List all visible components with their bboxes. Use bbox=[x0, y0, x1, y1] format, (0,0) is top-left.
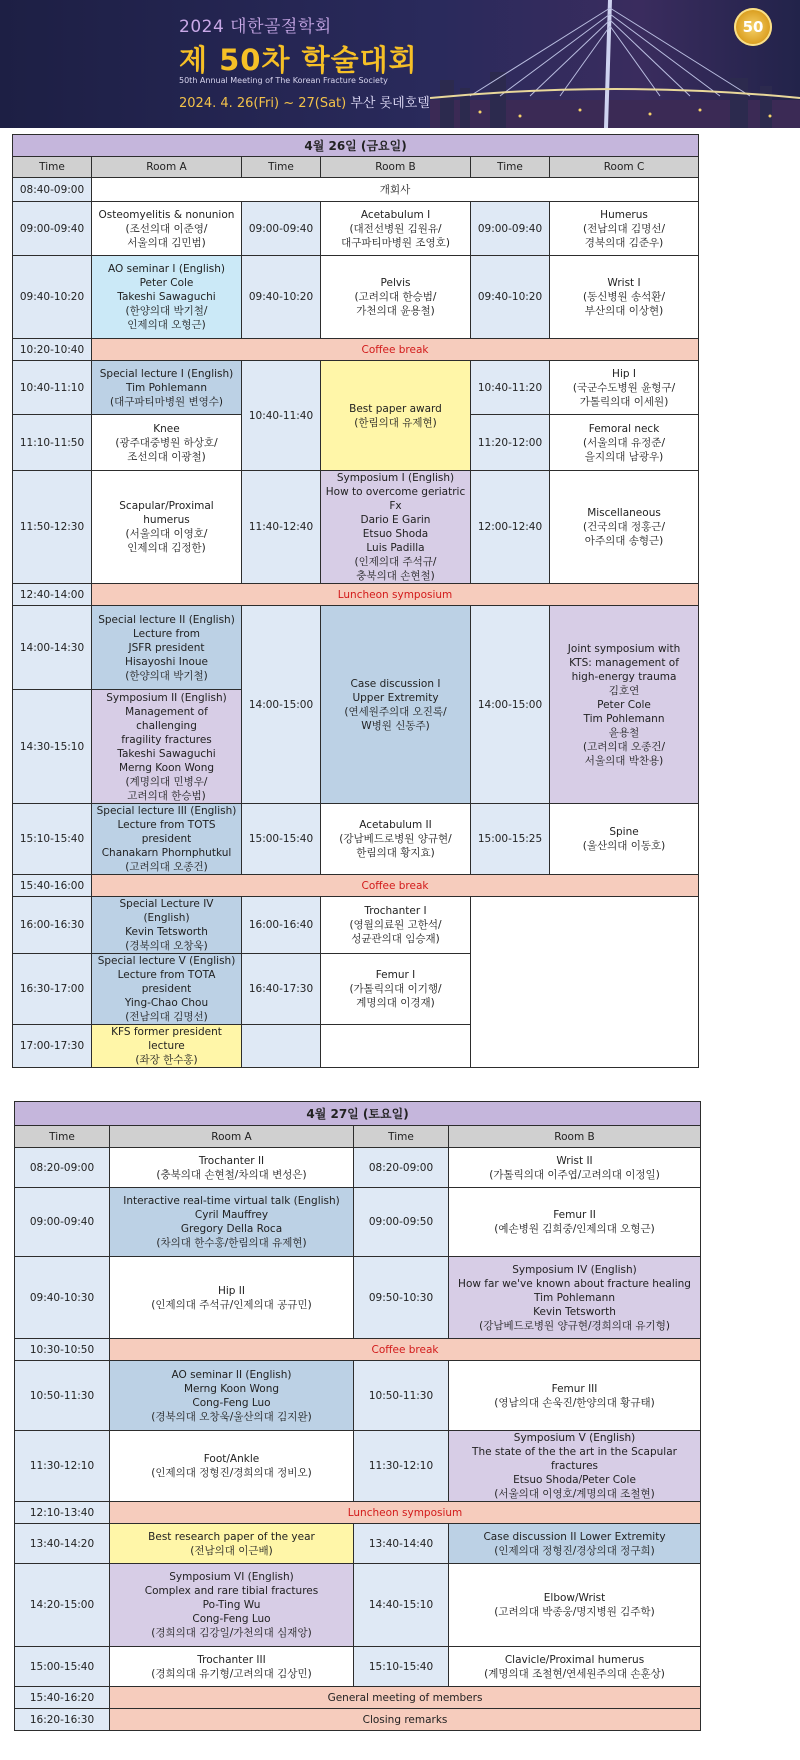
table-row bbox=[13, 202, 699, 256]
session-cell: Elbow/Wrist (고려의대 박종웅/명지병원 김주학) bbox=[449, 1564, 701, 1647]
table-row bbox=[13, 361, 699, 415]
session-cell: Wrist I (동신병원 송석환/ 부산의대 이상현) bbox=[550, 256, 699, 339]
session-cell: Spine (울산의대 이동호) bbox=[550, 804, 699, 875]
table-row bbox=[15, 1502, 701, 1524]
time-cell: 12:10-13:40 bbox=[15, 1502, 110, 1524]
session-cell: Osteomyelitis & nonunion (조선의대 이준영/ 서울의대 김민범) bbox=[92, 202, 242, 256]
table-row bbox=[13, 606, 699, 690]
time-cell: 09:00-09:40 bbox=[242, 202, 321, 256]
table-row bbox=[13, 584, 699, 606]
day1-schedule-table bbox=[12, 134, 699, 1068]
time-cell: 15:00-15:25 bbox=[471, 804, 550, 875]
time-cell: 15:10-15:40 bbox=[354, 1647, 449, 1687]
table-row bbox=[13, 897, 699, 954]
session-cell bbox=[321, 1025, 471, 1068]
session-cell: Special Lecture IV (English) Kevin Tetsworth (경북의대 오창욱) bbox=[92, 897, 242, 954]
session-cell: Femur III (영남의대 손욱진/한양의대 황규태) bbox=[449, 1361, 701, 1431]
column-header: Room C bbox=[550, 157, 699, 178]
time-cell: 08:40-09:00 bbox=[13, 178, 92, 202]
time-cell: 10:50-11:30 bbox=[15, 1361, 110, 1431]
session-cell: Humerus (전남의대 김명선/ 경북의대 김준우) bbox=[550, 202, 699, 256]
time-cell: 11:30-12:10 bbox=[354, 1431, 449, 1502]
table-row bbox=[15, 1647, 701, 1687]
time-cell: 14:20-15:00 bbox=[15, 1564, 110, 1647]
banner-year-line: 2024 대한골절학회 bbox=[179, 17, 332, 37]
column-header: Time bbox=[471, 157, 550, 178]
column-header: Room B bbox=[449, 1126, 701, 1148]
time-cell: 10:30-10:50 bbox=[15, 1339, 110, 1361]
table-row bbox=[13, 875, 699, 897]
break-cell: General meeting of members bbox=[110, 1687, 701, 1709]
table-row bbox=[13, 256, 699, 339]
banner-date-range: 2024. 4. 26(Fri) ~ 27(Sat) bbox=[179, 96, 347, 111]
session-cell: Special lecture II (English) Lecture from JSFR president Hisayoshi Inoue (한양의대 박기철) bbox=[92, 606, 242, 690]
anniversary-emblem-icon: 50 bbox=[734, 8, 772, 46]
session-cell: Best research paper of the year (전남의대 이근배) bbox=[110, 1524, 354, 1564]
table-row bbox=[15, 1564, 701, 1647]
column-header: Time bbox=[242, 157, 321, 178]
time-cell: 10:40-11:10 bbox=[13, 361, 92, 415]
break-cell: Coffee break bbox=[92, 875, 699, 897]
banner-date bbox=[179, 92, 430, 111]
time-cell: 15:10-15:40 bbox=[13, 804, 92, 875]
session-cell: Acetabulum I (대전선병원 김원유/ 대구파티마병원 조영호) bbox=[321, 202, 471, 256]
session-cell: Pelvis (고려의대 한승범/ 가천의대 윤용철) bbox=[321, 256, 471, 339]
session-cell: Special lecture I (English) Tim Pohlemann (대구파티마병원 변영수) bbox=[92, 361, 242, 415]
session-cell: Wrist II (가톨릭의대 이주엽/고려의대 이정일) bbox=[449, 1148, 701, 1188]
time-cell: 11:10-11:50 bbox=[13, 415, 92, 471]
table-row bbox=[15, 1687, 701, 1709]
session-cell: Miscellaneous (건국의대 정홍근/ 아주의대 송형근) bbox=[550, 471, 699, 584]
day2-schedule-table bbox=[14, 1101, 701, 1731]
table-row bbox=[15, 1188, 701, 1257]
session-cell: AO seminar II (English) Merng Koon Wong Cong-Feng Luo (경북의대 오창욱/울산의대 김지완) bbox=[110, 1361, 354, 1431]
session-cell: Femur I (가톨릭의대 이기행/ 계명의대 이경재) bbox=[321, 954, 471, 1025]
column-header: Room B bbox=[321, 157, 471, 178]
session-cell: Trochanter II (충북의대 손현철/차의대 변성은) bbox=[110, 1148, 354, 1188]
session-cell: Symposium IV (English) How far we've known about fracture healing Tim Pohlemann Kevin Tetsworth (강남베드로병원 양규현/경희의대 유기형) bbox=[449, 1257, 701, 1339]
session-cell: Case discussion I Upper Extremity (연세원주의대 오진록/ W병원 신동주) bbox=[321, 606, 471, 804]
session-cell: Clavicle/Proximal humerus (계명의대 조철현/연세원주의대 손훈상) bbox=[449, 1647, 701, 1687]
break-cell: Luncheon symposium bbox=[110, 1502, 701, 1524]
time-cell: 10:50-11:30 bbox=[354, 1361, 449, 1431]
banner-subtitle: 50th Annual Meeting of The Korean Fracture Society bbox=[179, 76, 388, 85]
column-header: Time bbox=[354, 1126, 449, 1148]
session-cell: Femur II (예손병원 김희중/인제의대 오형근) bbox=[449, 1188, 701, 1257]
time-cell: 11:50-12:30 bbox=[13, 471, 92, 584]
time-cell: 09:40-10:20 bbox=[242, 256, 321, 339]
session-cell: Special lecture III (English) Lecture from TOTS president Chanakarn Phornphutkul (고려의대 오종건) bbox=[92, 804, 242, 875]
time-cell: 11:20-12:00 bbox=[471, 415, 550, 471]
session-cell: Hip II (인제의대 주석규/인제의대 공규민) bbox=[110, 1257, 354, 1339]
column-header: Room A bbox=[110, 1126, 354, 1148]
break-cell: Coffee break bbox=[92, 339, 699, 361]
session-cell: 개회사 bbox=[92, 178, 699, 202]
session-cell: Scapular/Proximal humerus (서울의대 이영호/ 인제의대 김정한) bbox=[92, 471, 242, 584]
time-cell bbox=[242, 1025, 321, 1068]
time-cell: 11:40-12:40 bbox=[242, 471, 321, 584]
session-cell: Case discussion II Lower Extremity (인제의대 정형진/경상의대 정구희) bbox=[449, 1524, 701, 1564]
time-cell: 08:20-09:00 bbox=[15, 1148, 110, 1188]
break-cell: Coffee break bbox=[110, 1339, 701, 1361]
time-cell: 16:40-17:30 bbox=[242, 954, 321, 1025]
time-cell: 17:00-17:30 bbox=[13, 1025, 92, 1068]
session-cell: Symposium II (English) Management of challenging fragility fractures Takeshi Sawaguchi Merng Koon Wong (계명의대 민병우/ 고려의대 한승범) bbox=[92, 690, 242, 804]
time-cell: 16:30-17:00 bbox=[13, 954, 92, 1025]
table-row bbox=[15, 1524, 701, 1564]
session-cell: Interactive real-time virtual talk (English) Cyril Mauffrey Gregory Della Roca (차의대 한수홍/한림의대 유제현) bbox=[110, 1188, 354, 1257]
session-cell: Best paper award (한림의대 유제현) bbox=[321, 361, 471, 471]
table-row bbox=[13, 471, 699, 584]
table-row bbox=[15, 1709, 701, 1731]
session-cell: Trochanter I (영월의료원 고한석/ 성균관의대 임승재) bbox=[321, 897, 471, 954]
table-row bbox=[13, 804, 699, 875]
header-banner bbox=[0, 0, 800, 128]
break-cell: Closing remarks bbox=[110, 1709, 701, 1731]
time-cell: 09:50-10:30 bbox=[354, 1257, 449, 1339]
session-cell: Symposium V (English) The state of the the art in the Scapular fractures Etsuo Shoda/Peter Cole (서울의대 이영호/계명의대 조철현) bbox=[449, 1431, 701, 1502]
time-cell: 14:40-15:10 bbox=[354, 1564, 449, 1647]
table-row bbox=[15, 1361, 701, 1431]
time-cell: 15:00-15:40 bbox=[242, 804, 321, 875]
time-cell: 10:40-11:20 bbox=[471, 361, 550, 415]
table-row bbox=[15, 1257, 701, 1339]
time-cell: 14:00-15:00 bbox=[471, 606, 550, 804]
session-cell: Knee (광주대중병원 하상호/ 조선의대 이광철) bbox=[92, 415, 242, 471]
session-cell: Foot/Ankle (인제의대 정형진/경희의대 정비오) bbox=[110, 1431, 354, 1502]
time-cell: 09:00-09:40 bbox=[15, 1188, 110, 1257]
session-cell: Hip I (국군수도병원 윤형구/ 가톨릭의대 이세원) bbox=[550, 361, 699, 415]
session-cell: Trochanter III (경희의대 유기형/고려의대 김상민) bbox=[110, 1647, 354, 1687]
table-row bbox=[15, 1431, 701, 1502]
table-row bbox=[15, 1339, 701, 1361]
session-cell: Acetabulum II (강남베드로병원 양규현/ 한림의대 황지효) bbox=[321, 804, 471, 875]
table-row bbox=[13, 178, 699, 202]
time-cell: 10:40-11:40 bbox=[242, 361, 321, 471]
time-cell: 12:40-14:00 bbox=[13, 584, 92, 606]
time-cell: 09:40-10:20 bbox=[13, 256, 92, 339]
time-cell: 15:00-15:40 bbox=[15, 1647, 110, 1687]
session-cell: Special lecture V (English) Lecture from TOTA president Ying-Chao Chou (전남의대 김명선) bbox=[92, 954, 242, 1025]
banner-venue: 부산 롯데호텔 bbox=[350, 96, 430, 111]
session-cell: KFS former president lecture (좌장 한수홍) bbox=[92, 1025, 242, 1068]
session-cell: AO seminar I (English) Peter Cole Takeshi Sawaguchi (한양의대 박기철/ 인제의대 오형근) bbox=[92, 256, 242, 339]
session-cell: Joint symposium with KTS: management of high-energy trauma 김호연 Peter Cole Tim Pohlemann 윤용철 (고려의대 오종건/ 서울의대 박찬용) bbox=[550, 606, 699, 804]
time-cell: 15:40-16:20 bbox=[15, 1687, 110, 1709]
time-cell: 09:00-09:50 bbox=[354, 1188, 449, 1257]
break-cell: Luncheon symposium bbox=[92, 584, 699, 606]
session-cell: Symposium VI (English) Complex and rare tibial fractures Po-Ting Wu Cong-Feng Luo (경희의대 김강일/가천의대 심재앙) bbox=[110, 1564, 354, 1647]
time-cell: 15:40-16:00 bbox=[13, 875, 92, 897]
time-cell: 09:00-09:40 bbox=[13, 202, 92, 256]
time-cell: 13:40-14:40 bbox=[354, 1524, 449, 1564]
time-cell: 14:30-15:10 bbox=[13, 690, 92, 804]
time-cell: 09:40-10:30 bbox=[15, 1257, 110, 1339]
time-cell: 11:30-12:10 bbox=[15, 1431, 110, 1502]
time-cell: 09:00-09:40 bbox=[471, 202, 550, 256]
day-title: 4월 26일 (금요일) bbox=[13, 135, 699, 157]
time-cell: 16:20-16:30 bbox=[15, 1709, 110, 1731]
table-row bbox=[15, 1148, 701, 1188]
day-title: 4월 27일 (토요일) bbox=[15, 1102, 701, 1126]
column-header: Time bbox=[13, 157, 92, 178]
time-cell: 14:00-15:00 bbox=[242, 606, 321, 804]
session-cell: Femoral neck (서울의대 유정준/ 을지의대 남광우) bbox=[550, 415, 699, 471]
time-cell: 08:20-09:00 bbox=[354, 1148, 449, 1188]
time-cell: 13:40-14:20 bbox=[15, 1524, 110, 1564]
session-cell: Symposium I (English) How to overcome geriatric Fx Dario E Garin Etsuo Shoda Luis Padilla (인제의대 주석규/ 충북의대 손현철) bbox=[321, 471, 471, 584]
table-row bbox=[13, 339, 699, 361]
time-cell: 12:00-12:40 bbox=[471, 471, 550, 584]
column-header: Room A bbox=[92, 157, 242, 178]
banner-title: 제 50차 학술대회 bbox=[179, 43, 418, 77]
time-cell: 09:40-10:20 bbox=[471, 256, 550, 339]
time-cell: 16:00-16:30 bbox=[13, 897, 92, 954]
time-cell: 10:20-10:40 bbox=[13, 339, 92, 361]
column-header: Time bbox=[15, 1126, 110, 1148]
time-cell: 14:00-14:30 bbox=[13, 606, 92, 690]
empty-cell bbox=[471, 897, 699, 1068]
time-cell: 16:00-16:40 bbox=[242, 897, 321, 954]
